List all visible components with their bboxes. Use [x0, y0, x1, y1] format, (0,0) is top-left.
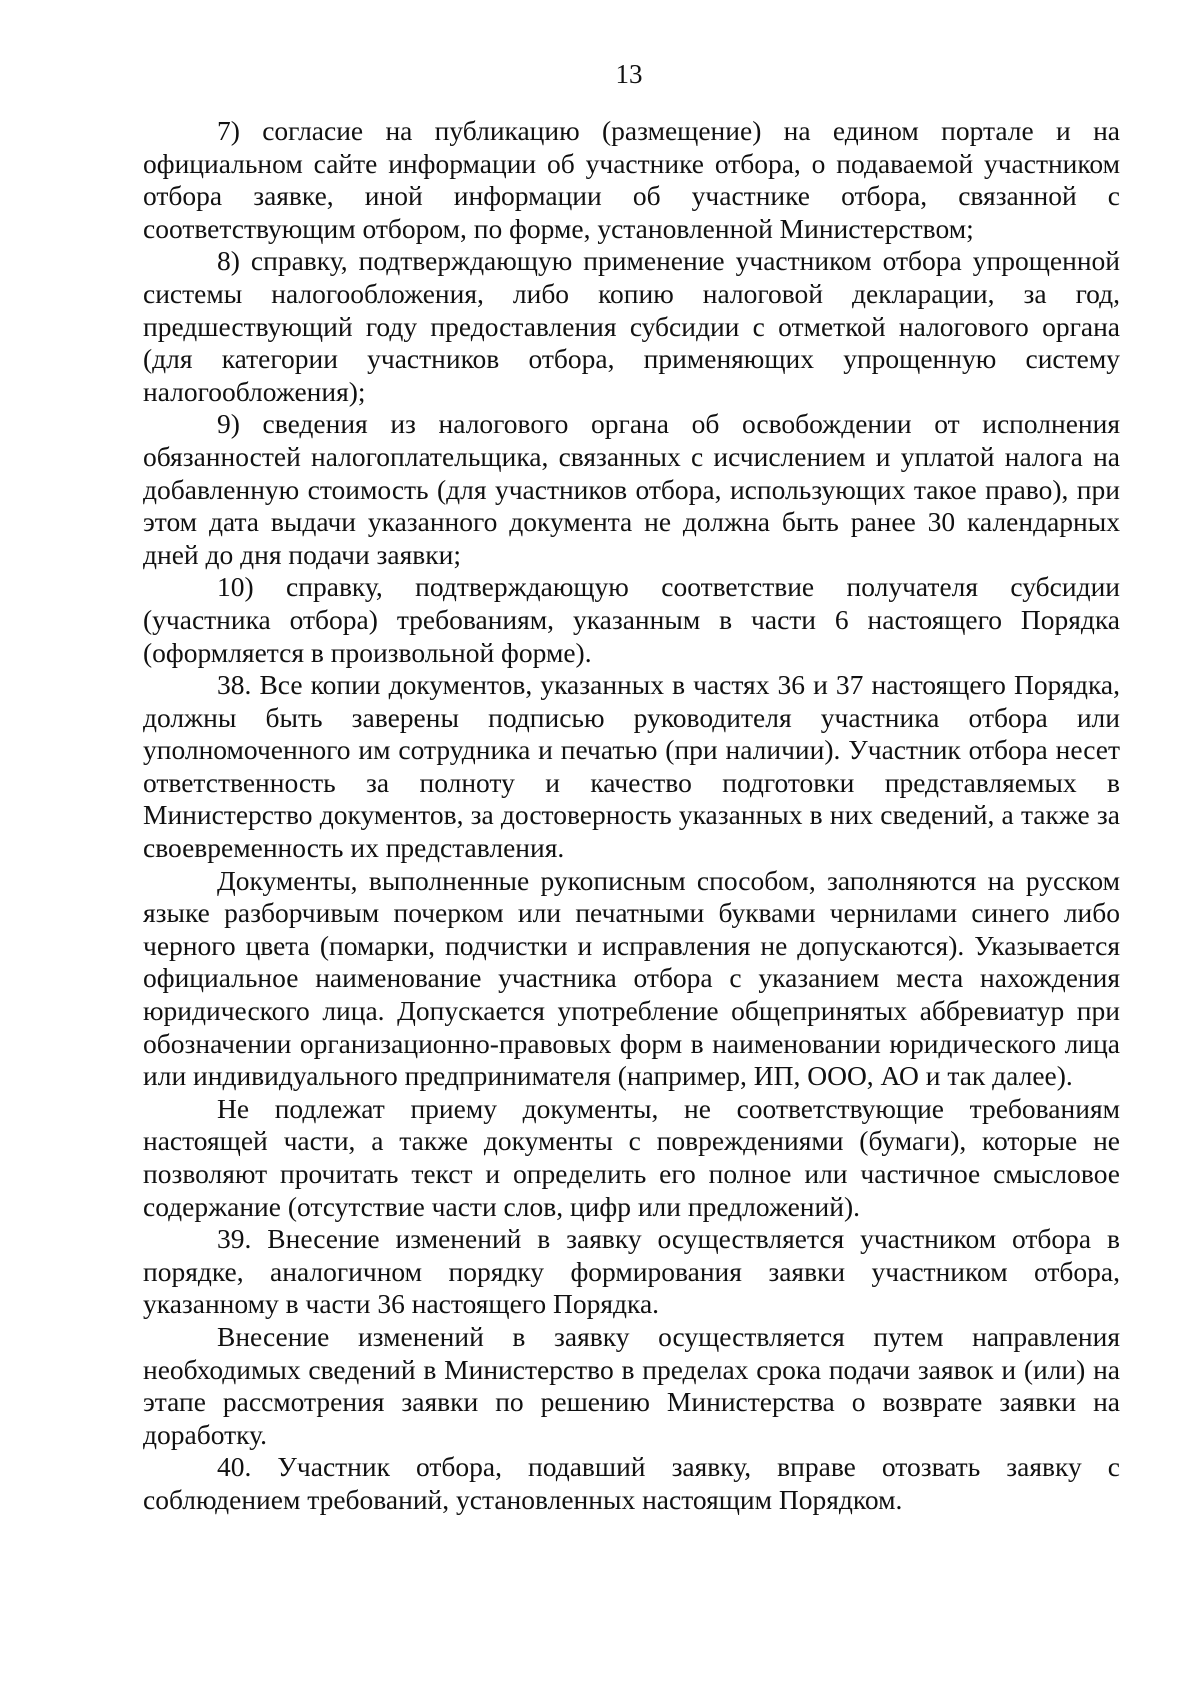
paragraph-section-38: 38. Все копии документов, указанных в частях 36 и 37 настоящего Порядка, должны быть заверены подписью руководителя участника отбора или уполномоченного им сотрудника и печатью (при наличии). Участник отбора несет ответственность за полноту и качество подготовки представляемых в Министерство документов, за достоверность указанных в них сведений, а также за своевременность их представления. — [143, 669, 1120, 864]
paragraph-changes-procedure: Внесение изменений в заявку осуществляется путем направления необходимых сведений в Министерство в пределах срока подачи заявок и (или) на этапе рассмотрения заявки по решению Министерства о возврате заявки на доработку. — [143, 1320, 1120, 1450]
paragraph-section-39: 39. Внесение изменений в заявку осуществляется участником отбора в порядке, аналогичном порядку формирования заявки участником отбора, указанному в части 36 настоящего Порядка. — [143, 1223, 1120, 1320]
page-number: 13 — [615, 59, 643, 89]
paragraph-rejected-docs: Не подлежат приему документы, не соответствующие требованиям настоящей части, а также документы с повреждениями (бумаги), которые не позволяют прочитать текст и определить его полное или частичное смысловое содержание (отсутствие части слов, цифр или предложений). — [143, 1092, 1120, 1222]
paragraph-section-40: 40. Участник отбора, подавший заявку, вправе отозвать заявку с соблюдением требований, установленных настоящим Порядком. — [143, 1451, 1120, 1515]
paragraph-item-10: 10) справку, подтверждающую соответствие получателя субсидии (участника отбора) требованиям, указанным в части 6 настоящего Порядка (оформляется в произвольной форме). — [143, 571, 1120, 668]
paragraph-item-8: 8) справку, подтверждающую применение участником отбора упрощенной системы налогообложения, либо копию налоговой декларации, за год, предшествующий году предоставления субсидии с отметкой налогового органа (для категории участников отбора, применяющих упрощенную систему налогообложения); — [143, 245, 1120, 407]
document-body — [143, 115, 1120, 1517]
paragraph-handwritten-docs: Документы, выполненные рукописным способом, заполняются на русском языке разборчивым почерком или печатными буквами чернилами синего либо черного цвета (помарки, подчистки и исправления не допускаются). Указывается официальное наименование участника отбора с указанием места нахождения юридического лица. Допускается употребление общепринятых аббревиатур при обозначении организационно-правовых форм в наименовании юридического лица или индивидуального предпринимателя (например, ИП, ООО, АО и так далее). — [143, 864, 1120, 1092]
paragraph-item-9: 9) сведения из налогового органа об освобождении от исполнения обязанностей налогоплательщика, связанных с исчислением и уплатой налога на добавленную стоимость (для участников отбора, использующих такое право), при этом дата выдачи указанного документа не должна быть ранее 30 календарных дней до дня подачи заявки; — [143, 408, 1120, 570]
paragraph-item-7: 7) согласие на публикацию (размещение) на едином портале и на официальном сайте информации об участнике отбора, о подаваемой участником отбора заявке, иной информации об участнике отбора, связанной с соответствующим отбором, по форме, установленной Министерством; — [143, 115, 1120, 244]
